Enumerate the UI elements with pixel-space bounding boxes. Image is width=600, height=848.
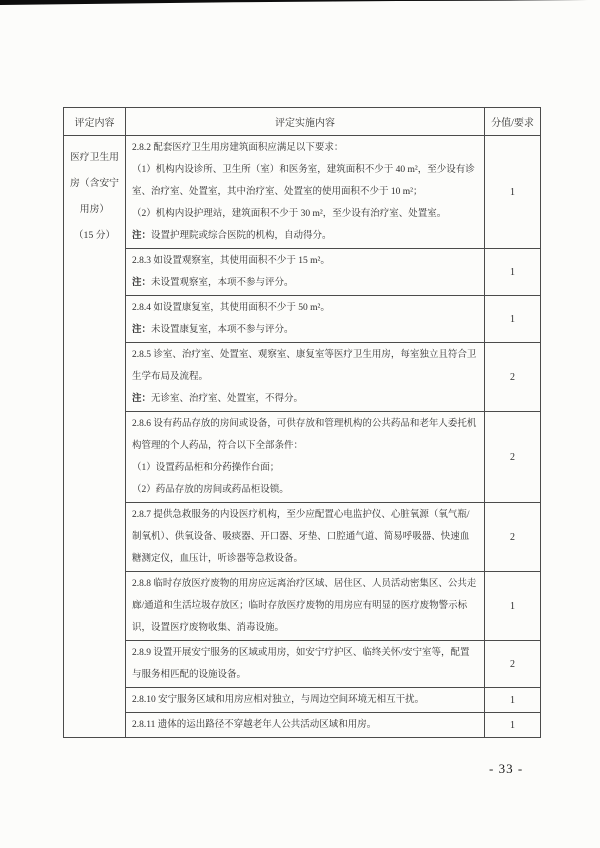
criterion-line: 2.8.9 设置开展安宁服务的区域或用房，如安宁疗护区、临终关怀/安宁室等，配置与服务相匹配的设施设备。 xyxy=(132,648,470,680)
table-row xyxy=(64,688,541,713)
criterion-line: （2）药品存放的房间或药品柜设锁。 xyxy=(132,485,289,495)
criterion-cell xyxy=(126,249,485,296)
table-row xyxy=(64,249,541,296)
table-row xyxy=(64,343,541,412)
criterion-line: （1）设置药品柜和分药操作台面； xyxy=(132,463,280,473)
criterion-cell xyxy=(126,713,485,738)
criterion-line: 2.8.2 配套医疗卫生用房建筑面积应满足以下要求： xyxy=(132,143,344,153)
category-line: 用房） xyxy=(79,204,110,215)
table-row xyxy=(64,136,541,249)
criterion-line xyxy=(132,319,477,341)
table-row xyxy=(64,713,541,738)
table-body xyxy=(64,136,541,738)
criterion-cell xyxy=(126,296,485,343)
criterion-cell xyxy=(126,641,485,688)
score-cell: 1 xyxy=(485,296,541,343)
score-cell: 1 xyxy=(485,688,541,713)
page-number: - 33 - xyxy=(489,761,524,776)
criterion-line: 2.8.7 提供急救服务的内设医疗机构，至少应配置心电监护仪、心脏氧源（氧气瓶/制氧机）、供氧设备、吸痰器、开口器、牙垫、口腔通气道、简易呼吸器、快速血糖测定仪，血压计，听诊器等急救设备。 xyxy=(132,510,470,564)
table-row xyxy=(64,641,541,688)
category-line: 医疗卫生用 xyxy=(70,152,119,163)
category-line: 房（含安宁 xyxy=(70,178,119,189)
criterion-line xyxy=(132,388,477,410)
criterion-cell xyxy=(126,412,485,503)
evaluation-table xyxy=(63,107,541,738)
table-row xyxy=(64,412,541,503)
score-cell: 2 xyxy=(485,641,541,688)
note-prefix: 注： xyxy=(132,325,152,335)
criterion-line: 2.8.3 如设置观察室，其使用面积不少于 15 m²。 xyxy=(132,256,330,266)
criterion-line: 2.8.10 安宁服务区域和用房应相对独立，与周边空间环境无相互干扰。 xyxy=(132,695,425,705)
table-row xyxy=(64,503,541,572)
header-eval-implementation: 评定实施内容 xyxy=(126,108,485,136)
note-text: 未设置观察室，本项不参与评分。 xyxy=(151,278,294,288)
score-cell: 2 xyxy=(485,412,541,503)
score-cell: 1 xyxy=(485,713,541,738)
category-cell xyxy=(64,136,126,738)
criterion-line: （2）机构内设护理站，建筑面积不少于 30 m²，至少设有治疗室、处置室。 xyxy=(132,209,447,219)
score-cell: 1 xyxy=(485,136,541,249)
criterion-cell xyxy=(126,572,485,641)
score-cell: 2 xyxy=(485,503,541,572)
note-text: 未设置康复室，本项不参与评分。 xyxy=(151,325,294,335)
criterion-line xyxy=(132,272,477,294)
table-row xyxy=(64,572,541,641)
criterion-line: 2.8.11 遗体的运出路径不穿越老年人公共活动区域和用房。 xyxy=(132,720,377,730)
table-row xyxy=(64,296,541,343)
criterion-cell xyxy=(126,688,485,713)
criterion-line: 2.8.8 临时存放医疗废物的用房应远离治疗区域、居住区、人员活动密集区、公共走廊/通道和生活垃圾存放区；临时存放医疗废物的用房应有明显的医疗废物警示标识，设置医疗废物收集、消毒设施。 xyxy=(132,579,477,633)
table-header-row xyxy=(64,108,541,136)
score-cell: 1 xyxy=(485,572,541,641)
header-score-requirement: 分值/要求 xyxy=(485,108,541,136)
note-prefix: 注： xyxy=(132,231,152,241)
criterion-line xyxy=(132,225,477,247)
criterion-line: （1）机构内设诊所、卫生所（室）和医务室，建筑面积不少于 40 m²，至少设有诊室、治疗室、处置室，其中治疗室、处置室的使用面积不少于 10 m²； xyxy=(132,165,475,197)
category-line: （15 分） xyxy=(73,230,116,241)
note-text: 设置护理院或综合医院的机构，自动得分。 xyxy=(151,231,332,241)
criterion-cell xyxy=(126,503,485,572)
criterion-cell xyxy=(126,136,485,249)
note-prefix: 注： xyxy=(132,394,152,404)
note-text: 无诊室、治疗室、处置室，不得分。 xyxy=(151,394,304,404)
criterion-line: 2.8.6 设有药品存放的房间或设备，可供存放和管理机构的公共药品和老年人委托机构管理的个人药品，符合以下全部条件： xyxy=(132,419,477,451)
criterion-cell xyxy=(126,343,485,412)
note-prefix: 注： xyxy=(132,278,152,288)
header-eval-content: 评定内容 xyxy=(64,108,126,136)
criterion-line: 2.8.5 诊室、治疗室、处置室、观察室、康复室等医疗卫生用房，每室独立且符合卫生学布局及流程。 xyxy=(132,350,477,382)
criterion-line: 2.8.4 如设置康复室，其使用面积不少于 50 m²。 xyxy=(132,303,330,313)
score-cell: 2 xyxy=(485,343,541,412)
score-cell: 1 xyxy=(485,249,541,296)
